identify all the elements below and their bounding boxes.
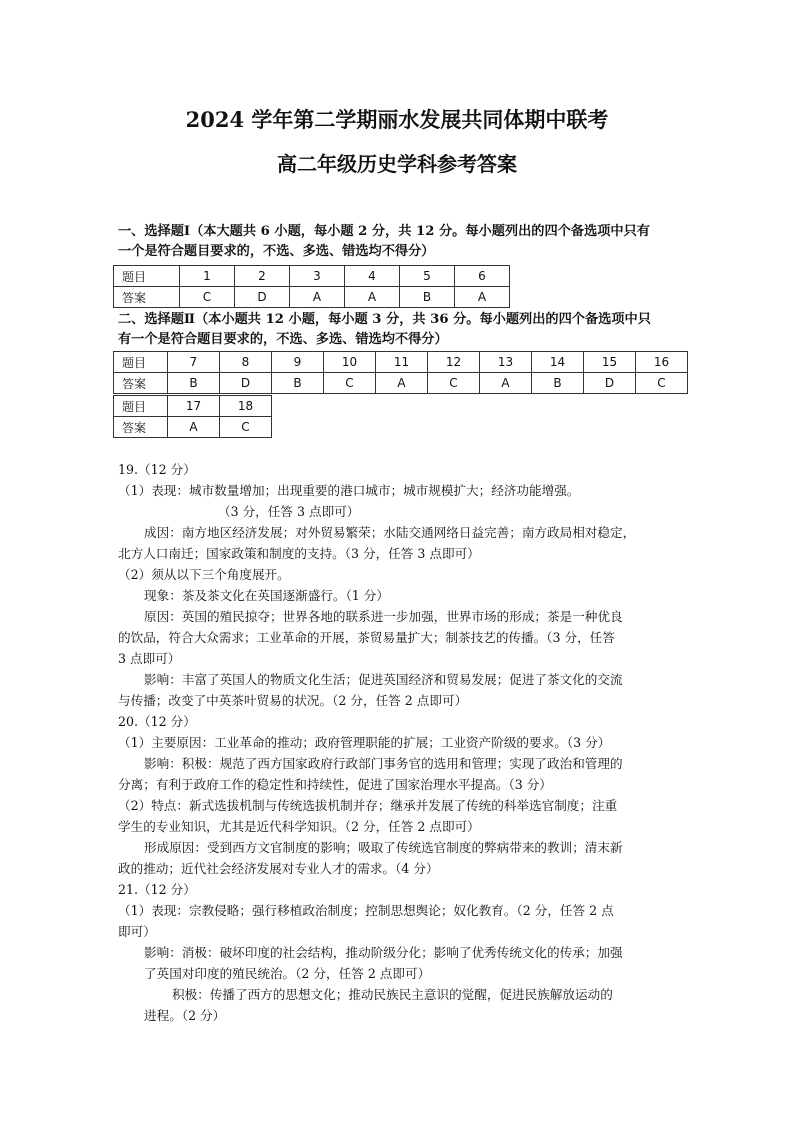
answer-line: 了英国对印度的殖民统治。（2 分，任答 2 点即可） [144,966,431,981]
table-cell: B [532,373,584,394]
section1-heading-line: 一个是符合题目要求的，不选、多选、错选均不得分） [118,244,435,259]
table-cell: 14 [532,352,584,373]
table-cell: 11 [376,352,428,373]
table-cell: 2 [235,266,290,287]
table-cell: 7 [168,352,220,373]
table-cell: B [272,373,324,394]
document-subtitle: 高二年级历史学科参考答案 [277,152,517,176]
table-row [114,373,688,394]
table-cell: C [428,373,480,394]
table-cell: 15 [584,352,636,373]
table-cell: A [455,287,510,308]
table-cell: D [220,373,272,394]
table-cell: 16 [636,352,688,373]
table-cell: 8 [220,352,272,373]
answer-line: （1）表现：宗教侵略；强行移植政治制度；控制思想舆论；奴化教育。（2 分，任答 2 点 [118,903,614,918]
answer-line: 政的推动；近代社会经济发展对专业人才的需求。（4 分） [118,861,439,876]
answer-line: （1）表现：城市数量增加；出现重要的港口城市；城市规模扩大；经济功能增强。 [118,483,580,498]
answer-line: 学生的专业知识，尤其是近代科学知识。（2 分，任答 2 点即可） [118,819,480,834]
table-cell: 1 [180,266,235,287]
answer-line: （2）须从以下三个角度展开。 [118,567,290,582]
table-cell: 6 [455,266,510,287]
answer-line: （2）特点：新式选拔机制与传统选拔机制并存；继承并发展了传统的科举选官制度；注重 [118,798,618,813]
table-row-label: 答案 [114,417,168,438]
table-row [114,287,510,308]
table-cell: 18 [220,396,272,417]
table-row-label: 题目 [114,396,168,417]
table-cell: 12 [428,352,480,373]
section2-answer-table-continued [113,395,272,438]
answer-line: 影响：积极：规范了西方国家政府行政部门事务官的选用和管理；实现了政治和管理的 [144,756,623,771]
section2-heading-line: 有一个是符合题目要求的，不选、多选、错选均不得分） [118,332,448,347]
table-row [114,396,272,417]
answer-line: 20.（12 分） [118,714,196,729]
table-cell: 9 [272,352,324,373]
answer-line: 形成原因：受到西方文官制度的影响；吸取了传统选官制度的弊病带来的教训；清末新 [144,840,623,855]
answer-line: 21.（12 分） [118,882,196,897]
table-cell: D [235,287,290,308]
table-cell: 13 [480,352,532,373]
section1-heading [118,222,688,262]
answer-line: 影响：消极：破坏印度的社会结构，推动阶级分化；影响了优秀传统文化的传承；加强 [144,945,623,960]
answer-line: 即可） [118,924,156,939]
section2-answer-table [113,351,688,394]
table-cell: D [584,373,636,394]
answer-line: 积极：传播了西方的思想文化；推动民族民主意识的觉醒，促进民族解放运动的 [172,987,613,1002]
table-row-label: 答案 [114,373,168,394]
table-cell: A [290,287,345,308]
section1-answer-table [113,265,510,308]
answer-body [118,459,678,1026]
table-cell: C [220,417,272,438]
table-cell: A [376,373,428,394]
answer-line: 原因：英国的殖民掠夺；世界各地的联系进一步加强，世界市场的形成；茶是一种优良 [144,609,623,624]
table-row [114,417,272,438]
document-title: 2024 学年第二学期丽水发展共同体期中联考 [185,107,609,132]
table-cell: 3 [290,266,345,287]
table-cell: B [168,373,220,394]
table-cell: C [324,373,376,394]
answer-line: 现象：茶及茶文化在英国逐渐盛行。（1 分） [144,588,389,603]
answer-line: 成因：南方地区经济发展；对外贸易繁荣；水陆交通网络日益完善；南方政局相对稳定， [144,525,636,540]
table-row [114,352,688,373]
answer-line: 与传播；改变了中英茶叶贸易的状况。（2 分，任答 2 点即可） [118,693,468,708]
section1-heading-line: 一、选择题Ⅰ（本大题共 6 小题，每小题 2 分，共 12 分。每小题列出的四个备选项中只有 [118,224,650,239]
section2-heading-line: 二、选择题Ⅱ（本小题共 12 小题，每小题 3 分，共 36 分。每小题列出的四个备选项中只 [118,312,651,327]
table-row-label: 题目 [114,266,180,287]
table-row [114,266,510,287]
answer-line: 3 点即可） [118,651,181,666]
answer-line: 进程。（2 分） [144,1008,226,1023]
table-row-label: 题目 [114,352,168,373]
table-row-label: 答案 [114,287,180,308]
answer-line: 影响：丰富了英国人的物质文化生活；促进英国经济和贸易发展；促进了茶文化的交流 [144,672,623,687]
answer-line: （3 分，任答 3 点即可） [218,504,360,519]
table-cell: A [480,373,532,394]
table-cell: C [180,287,235,308]
table-cell: 4 [345,266,400,287]
section2-heading [118,310,688,350]
table-cell: A [168,417,220,438]
table-cell: 17 [168,396,220,417]
table-cell: C [636,373,688,394]
answer-line: 北方人口南迁；国家政策和制度的支持。（3 分，任答 3 点即可） [118,546,480,561]
answer-line: 19.（12 分） [118,462,196,477]
answer-line: 分离；有利于政府工作的稳定性和持续性，促进了国家治理水平提高。（3 分） [118,777,552,792]
answer-line: 的饮品，符合大众需求；工业革命的开展，茶贸易量扩大；制茶技艺的传播。（3 分，任答 [118,630,615,645]
table-cell: 10 [324,352,376,373]
table-cell: 5 [400,266,455,287]
table-cell: B [400,287,455,308]
table-cell: A [345,287,400,308]
answer-line: （1）主要原因：工业革命的推动；政府管理职能的扩展；工业资产阶级的要求。（3 分） [118,735,611,750]
